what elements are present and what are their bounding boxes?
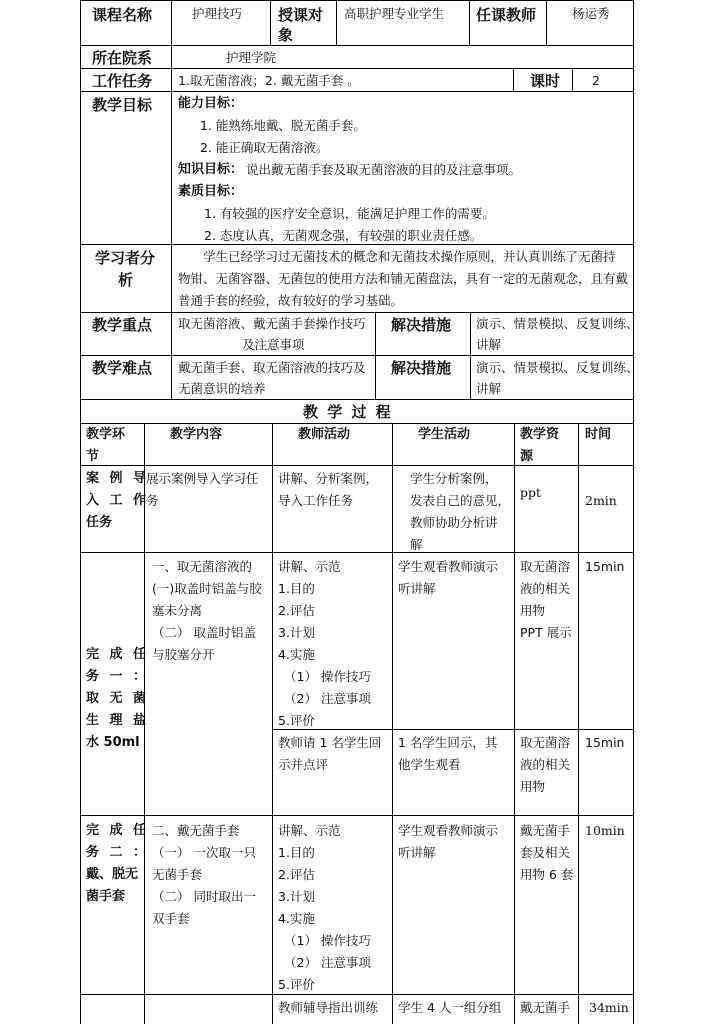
row3-resource: 戴无菌手	[520, 823, 571, 838]
goals-label: 教学目标	[92, 96, 153, 114]
row3-teacher: 5.评价	[278, 977, 315, 992]
row2-resource-b: 液的相关	[520, 757, 571, 772]
row1-student: 发表自己的意见，	[410, 493, 511, 508]
key-points-text: 取无菌溶液、戴无菌手套操作技巧	[178, 316, 366, 331]
col-time-header: 时间	[585, 427, 612, 442]
quality-item: 1. 有较强的医疗安全意识，能满足护理工作的需要。	[204, 206, 495, 221]
course-value: 护理技巧	[192, 6, 243, 21]
rule-course-split	[270, 0, 271, 45]
row3-resource: 用物 6 套	[520, 867, 574, 882]
col-content-header: 教学内容	[170, 427, 223, 442]
quality-label: 素质目标：	[178, 184, 244, 199]
rule-teacher-split-a	[469, 0, 470, 45]
row2-resource: PPT 展示	[520, 625, 572, 640]
row2-teacher: 1.目的	[278, 581, 315, 596]
row1-student: 学生分析案例，	[410, 471, 498, 486]
rule-header-bottom	[80, 45, 634, 46]
row2-content: 一、取无菌溶液的	[152, 559, 253, 574]
audience-value: 高职护理专业学生	[344, 6, 445, 21]
row2-content: 与胶塞分开	[152, 647, 215, 662]
row2-time: 15min	[585, 559, 625, 574]
rule-row1-bottom	[80, 552, 634, 553]
difficulties-text: 戴无菌手套、取无菌溶液的技巧及	[178, 360, 366, 375]
task-label: 工作任务	[92, 72, 153, 90]
row2-resource: 液的相关	[520, 581, 571, 596]
row3-stage: 戴、脱无	[86, 867, 139, 882]
row1-student: 教师协助分析讲	[410, 515, 498, 530]
rule-p-col5	[578, 423, 579, 1024]
row3-teacher: 1.目的	[278, 845, 315, 860]
course-label: 课程名称	[92, 6, 153, 24]
row2-stage: 生 理 盐	[86, 713, 150, 728]
rule-label-col	[171, 0, 172, 399]
teacher-value: 杨运秀	[572, 6, 610, 21]
row3-student: 听讲解	[398, 845, 436, 860]
audience-label-line1: 授课对	[278, 6, 324, 24]
analysis-text-line: 学生已经学习过无菌技术的概念和无菌技术操作原则，并认真训练了无菌持	[203, 249, 616, 264]
rule-key-bottom	[80, 355, 634, 356]
row3-resource: 套及相关	[520, 845, 571, 860]
col-resource-header: 教学资	[520, 427, 560, 442]
key-points-label: 教学重点	[92, 316, 153, 334]
row1-content: 展示案例导入学习任	[146, 471, 259, 486]
row3-content: 双手套	[152, 911, 190, 926]
key-points-text: 及注意事项	[242, 337, 305, 352]
knowledge-text: 说出戴无菌手套及取无菌溶液的目的及注意事项。	[246, 162, 522, 177]
rule-measure-split-b	[470, 312, 471, 399]
task-value: 1.取无菌溶液；2. 戴无菌手套 。	[178, 73, 360, 88]
teacher-label: 任课教师	[476, 6, 537, 24]
rule-teacher-split-b	[546, 0, 547, 45]
row2-teacher: 5.评价	[278, 713, 315, 728]
hours-label: 课时	[530, 72, 561, 90]
col-resource-header: 源	[520, 449, 534, 464]
row2-teacher-b: 示并点评	[278, 757, 329, 772]
rule-row2-split	[272, 729, 634, 730]
dept-value: 护理学院	[226, 50, 277, 65]
dept-label: 所在院系	[92, 49, 153, 67]
row1-teacher: 导入工作任务	[278, 493, 354, 508]
ability-item: 1. 能熟练地戴、脱无菌手套。	[200, 118, 366, 133]
row4-teacher: 教师辅导指出训练	[278, 1000, 379, 1015]
row2-content: （二） 取盖时铝盖	[152, 625, 256, 640]
row2-teacher: 2.评估	[278, 603, 315, 618]
analysis-label-line1: 学习者分	[95, 249, 156, 267]
row4-time: 34min	[589, 1000, 629, 1015]
rule-audience-split	[336, 0, 337, 45]
row3-content: 无菌手套	[152, 867, 203, 882]
rule-p-col3	[392, 423, 393, 1024]
row2-student: 听讲解	[398, 581, 436, 596]
rule-right	[633, 0, 634, 1024]
row2-stage: 水 50ml	[86, 735, 140, 750]
rule-dept-bottom	[80, 68, 634, 69]
row1-stage: 入 工 作	[86, 493, 150, 508]
row2-stage: 务 一 ：	[86, 669, 150, 684]
rule-diff-bottom	[80, 399, 634, 400]
rule-p-col4	[514, 423, 515, 1024]
rule-hours-split-b	[572, 68, 573, 91]
row2-student-b: 1 名学生回示，其	[398, 735, 498, 750]
row1-content: 务	[146, 493, 159, 508]
row3-teacher: 2.评估	[278, 867, 315, 882]
key-measure-text: 讲解	[476, 337, 502, 352]
row2-resource: 取无菌溶	[520, 559, 571, 574]
row3-stage: 完 成 任	[86, 823, 150, 838]
row3-student: 学生观看教师演示	[398, 823, 499, 838]
row2-teacher: （2） 注意事项	[284, 691, 371, 706]
row3-teacher: 4.实施	[278, 911, 315, 926]
row2-student-b: 他学生观看	[398, 757, 461, 772]
row2-teacher: 讲解、示范	[278, 559, 341, 574]
col-student-header: 学生活动	[418, 427, 471, 442]
row3-teacher: （2） 注意事项	[284, 955, 371, 970]
col-teacher-header: 教师活动	[298, 427, 351, 442]
row1-student: 解	[410, 537, 423, 552]
key-measure-label: 解决措施	[391, 316, 452, 334]
row2-resource-b: 用物	[520, 779, 546, 794]
row3-teacher: （1） 操作技巧	[284, 933, 371, 948]
row2-stage: 完 成 任	[86, 647, 150, 662]
ability-label: 能力目标：	[178, 96, 244, 111]
rule-measure-split-a	[375, 312, 376, 399]
difficulties-text: 无菌意识的培养	[178, 381, 266, 396]
row3-stage: 菌手套	[86, 889, 126, 904]
ability-item: 2. 能正确取无菌溶液。	[200, 140, 329, 155]
row1-resource: ppt	[520, 485, 542, 500]
row1-stage: 任务	[86, 515, 113, 530]
row2-teacher: 4.实施	[278, 647, 315, 662]
rule-top	[80, 0, 634, 1]
row1-stage: 案 例 导	[86, 471, 150, 486]
rule-row2-bottom	[80, 815, 634, 816]
row3-content: 二、戴无菌手套	[152, 823, 240, 838]
row4-resource: 戴无菌手	[520, 1000, 571, 1015]
rule-left	[80, 0, 81, 1024]
process-title: 教 学 过 程	[303, 403, 393, 421]
row2-student: 学生观看教师演示	[398, 559, 499, 574]
diff-measure-text: 讲解	[476, 381, 502, 396]
row2-resource-b: 取无菌溶	[520, 735, 571, 750]
row2-content: (一)取盖时铝盖与胶	[152, 581, 262, 596]
difficulties-label: 教学难点	[92, 359, 153, 377]
row3-stage: 务 二 ：	[86, 845, 150, 860]
hours-value: 2	[592, 73, 600, 88]
row3-time: 10min	[585, 823, 625, 838]
knowledge-label: 知识目标：	[178, 162, 244, 177]
row2-stage: 取 无 菌	[86, 691, 150, 706]
col-stage-header: 节	[86, 449, 100, 464]
row3-teacher: 讲解、示范	[278, 823, 341, 838]
audience-label-line2: 象	[278, 26, 294, 44]
row3-content: （二） 同时取出一	[152, 889, 256, 904]
row4-student: 学生 4 人一组分组	[398, 1000, 502, 1015]
analysis-text-line: 物钳、无菌容器、无菌包的使用方法和铺无菌盘法，具有一定的无菌观念，且有戴	[178, 271, 629, 286]
row3-teacher: 3.计划	[278, 889, 315, 904]
analysis-label-line2: 析	[118, 271, 134, 289]
row2-teacher: 3.计划	[278, 625, 315, 640]
rule-hours-split-a	[513, 68, 514, 91]
rule-p-col2	[272, 423, 273, 1024]
quality-item: 2. 态度认真，无菌观念强，有较强的职业责任感。	[204, 228, 483, 243]
analysis-text-line: 普通手套的经验，故有较好的学习基础。	[178, 293, 404, 308]
row2-resource: 用物	[520, 603, 546, 618]
row1-time: 2min	[585, 493, 617, 508]
rule-headrow-bottom	[80, 465, 634, 466]
diff-measure-label: 解决措施	[391, 359, 452, 377]
rule-row3-bottom	[80, 994, 634, 995]
row2-teacher-b: 教师请 1 名学生回	[278, 735, 382, 750]
row3-content: （一） 一次取一只	[152, 845, 256, 860]
key-measure-text: 演示、情景模拟、反复训练、	[476, 316, 639, 331]
row2-teacher: （1） 操作技巧	[284, 669, 371, 684]
row2-content: 塞未分离	[152, 603, 203, 618]
col-stage-header: 教学环	[86, 427, 126, 442]
row1-teacher: 讲解、分析案例，	[278, 471, 379, 486]
row2-time-b: 15min	[585, 735, 625, 750]
diff-measure-text: 演示、情景模拟、反复训练、	[476, 360, 639, 375]
